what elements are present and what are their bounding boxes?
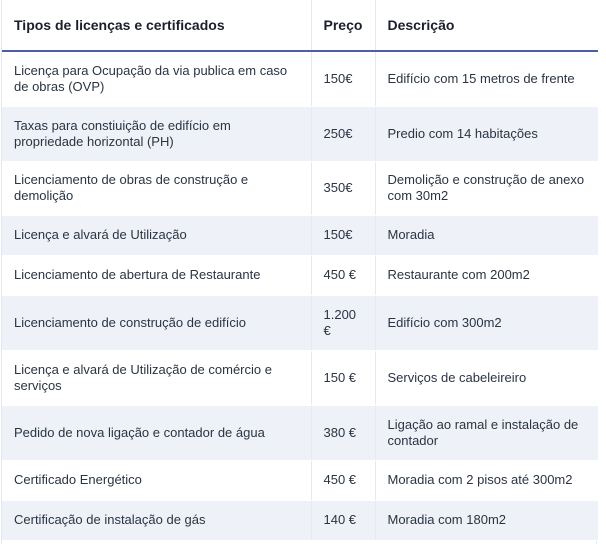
cell-license-type: Pedido de nova ligação e contador de água <box>2 405 311 460</box>
cell-description: Restaurante com 200m2 <box>375 255 598 295</box>
header-price: Preço <box>311 0 375 51</box>
cell-description: Serviços de cabeleireiro <box>375 350 598 405</box>
cell-price: 250€ <box>311 106 375 161</box>
cell-price: 1.200 € <box>311 295 375 350</box>
table-row <box>2 460 598 500</box>
cell-price: 150€ <box>311 215 375 255</box>
cell-license-type: Licença e alvará de Utilização de comércio e serviços <box>2 350 311 405</box>
cell-license-type: Certificação de instalação de gás <box>2 500 311 540</box>
table-row <box>2 106 598 161</box>
cell-license-type: Licenciamento de construção de edifício <box>2 295 311 350</box>
cell-price: 150 € <box>311 350 375 405</box>
cell-price: 350€ <box>311 161 375 215</box>
table-row <box>2 51 598 106</box>
cell-description: Demolição e construção de anexo com 30m2 <box>375 161 598 215</box>
table-row <box>2 500 598 540</box>
table-row <box>2 405 598 460</box>
cell-price: 450 € <box>311 255 375 295</box>
cell-description: Moradia com 2 pisos até 300m2 <box>375 460 598 500</box>
cell-license-type: Certificado Energético <box>2 460 311 500</box>
cell-price: 150€ <box>311 51 375 106</box>
header-description: Descrição <box>375 0 598 51</box>
cell-description: Moradia com 180m2 <box>375 500 598 540</box>
table-row <box>2 215 598 255</box>
header-license-type: Tipos de licenças e certificados <box>2 0 311 51</box>
table-row <box>2 161 598 215</box>
cell-description: Edifício com 300m2 <box>375 295 598 350</box>
table-header-row <box>2 0 598 51</box>
table-row <box>2 255 598 295</box>
cell-license-type: Licença para Ocupação da via publica em caso de obras (OVP) <box>2 51 311 106</box>
table-row <box>2 295 598 350</box>
cell-license-type: Licenciamento de obras de construção e demolição <box>2 161 311 215</box>
table-row <box>2 350 598 405</box>
cell-price: 380 € <box>311 405 375 460</box>
cell-description: Edifício com 15 metros de frente <box>375 51 598 106</box>
cell-price: 140 € <box>311 500 375 540</box>
cell-description: Predio com 14 habitações <box>375 106 598 161</box>
cell-license-type: Licenciamento de abertura de Restaurante <box>2 255 311 295</box>
cell-price: 450 € <box>311 460 375 500</box>
cell-description: Moradia <box>375 215 598 255</box>
cell-description: Ligação ao ramal e instalação de contador <box>375 405 598 460</box>
cell-license-type: Licença e alvará de Utilização <box>2 215 311 255</box>
licenses-price-table <box>2 0 598 541</box>
licenses-table-container <box>1 0 597 544</box>
cell-license-type: Taxas para constiuição de edifício em propriedade horizontal (PH) <box>2 106 311 161</box>
